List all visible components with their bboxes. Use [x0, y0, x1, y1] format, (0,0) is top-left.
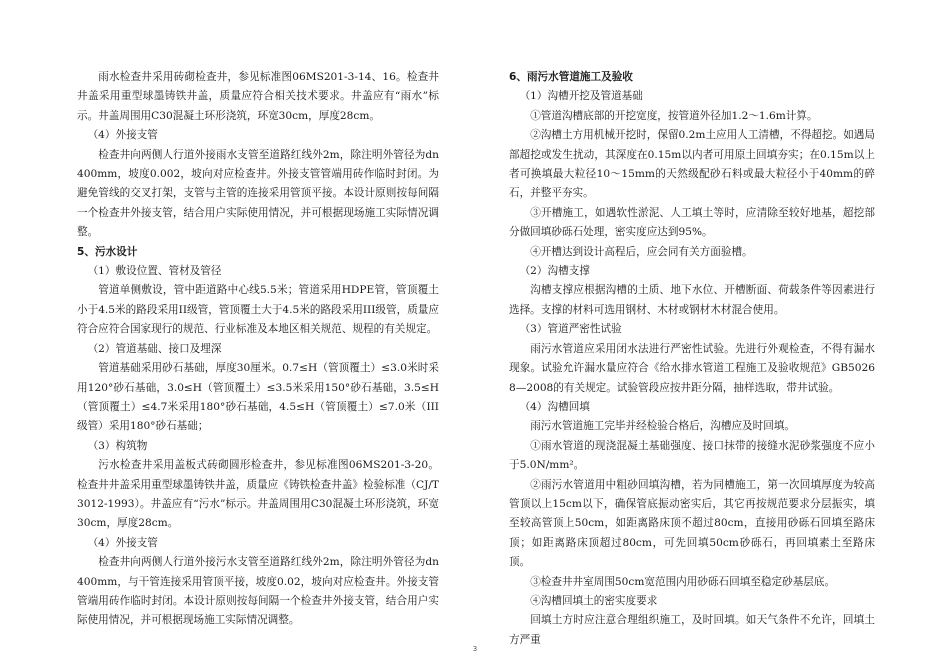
- paragraph: 管道基础采用砂石基础，厚度30厘米。0.7≤H（管顶覆土）≤3.0米时采用120°砂石基础，3.0≤H（管顶覆土）≤3.5米采用150°砂石基础，3.5≤H（管顶覆土）≤4.7米采用180°砂石基础，4.5≤H（管顶覆土）≤7.0米（III级管）采用180°砂石基础；: [77, 362, 439, 433]
- subsection-heading: （1）敷设位置、管材及管径: [87, 265, 222, 278]
- right-column: [509, 68, 875, 650]
- subsection-heading: （3）管道严密性试验: [519, 323, 622, 336]
- paragraph: ①雨水管道的现浇混凝土基础强度、接口抹带的接缝水泥砂浆强度不应小于5.0N/mm²。: [509, 439, 875, 472]
- paragraph: ①管道沟槽底部的开挖宽度，按管道外径加1.2～1.6m计算。: [530, 109, 818, 122]
- page-number: 3: [472, 645, 478, 653]
- paragraph: ④沟槽回填土的密实度要求: [530, 594, 658, 607]
- section-heading: 6、雨污水管道施工及验收: [509, 71, 633, 83]
- paragraph: 检查井向两侧人行道外接雨水支管至道路红线外2m，除注明外管径为dn400mm，坡度0.002，坡向对应检查井。外接支管管端用砖作临时封闭。为避免管线的交叉打架，支管与主管的连接采用管顶平接。本设计原则按每间隔一个检查井外接支管，结合用户实际使用情况，并可根据现场施工实际情况调整。: [77, 148, 439, 239]
- subsection-heading: （2）管道基础、接口及埋深: [87, 342, 222, 355]
- subsection-heading: （4）外接支管: [87, 129, 158, 142]
- subsection-heading: （4）沟槽回填: [519, 400, 590, 413]
- paragraph: 雨污水管道施工完毕并经检验合格后，沟槽应及时回填。: [530, 420, 796, 433]
- subsection-heading: （2）沟槽支撑: [519, 265, 590, 278]
- paragraph: 沟槽支撑应根据沟槽的土质、地下水位、开槽断面、荷载条件等因素进行选择。支撑的材料可选用钢材、木材或钢材木材混合使用。: [509, 284, 875, 316]
- section-heading: 5、污水设计: [77, 245, 138, 258]
- subsection-heading: （4）外接支管: [87, 536, 158, 549]
- paragraph: 雨水检查井采用砖砌检查井，参见标准图06MS201-3-14、16。检查井井盖采用重型球墨铸铁井盖，质量应符合相关技术要求。井盖应有“雨水”标示。井盖周围用C30混凝土环形浇筑，环宽30cm，厚度28cm。: [77, 71, 439, 122]
- paragraph: 污水检查井采用盖板式砖砌圆形检查井，参见标准图06MS201-3-20。检查井井盖采用重型球墨铸铁井盖，质量应《铸铁检查井盖》检验标准（CJ/T3012-1993）。井盖应有“污水”标示。井盖周围用C30混凝土环形浇筑，环宽30cm，厚度28cm。: [77, 459, 439, 530]
- subsection-heading: （3）构筑物: [87, 439, 148, 452]
- left-column: [77, 68, 439, 631]
- paragraph: ③检查井井室周围50cm宽范围内用砂砾石回填至稳定砂基层底。: [530, 575, 836, 588]
- paragraph: ②雨污水管道用中粗砂回填沟槽，若为同槽施工，第一次回填厚度为较高管顶以上15cm以下，确保管底振动密实后，其它再按规范要求分层振实，填至较高管顶上50cm，如距离路床顶不超过80cm，直接用砂砾石回填至路床顶；如距离路床顶超过80cm，可先回填50cm砂砾石，再回填素土至路床顶。: [509, 478, 875, 569]
- paragraph: 回填土方时应注意合理组织施工，及时回填。如天气条件不允许，回填土方严重: [509, 614, 875, 646]
- paragraph: 检查井向两侧人行道外接污水支管至道路红线外2m，除注明外管径为dn400mm，与干管连接采用管顶平接，坡度0.02，坡向对应检查井。外接支管管端用砖作临时封闭。本设计原则按每间隔一个检查井外接支管，结合用户实际使用情况，并可根据现场施工实际情况调整。: [77, 556, 439, 627]
- subsection-heading: （1）沟槽开挖及管道基础: [519, 90, 643, 103]
- paragraph: 雨污水管道应采用闭水法进行严密性试验。先进行外观检查，不得有漏水现象。试验允许漏水量应符合《给水排水管道工程施工及验收规范》GB50268—2008的有关规定。试验管段应按井距分隔，抽样选取，带井试验。: [509, 342, 875, 394]
- paragraph: 管道单侧敷设，管中距道路中心线5.5米；管道采用HDPE管，管顶覆土小于4.5米的路段采用II级管，管顶覆土大于4.5米的路段采用III级管，质量应符合应符合国家现行的规范、行业标准及本地区相关规范、规程的有关规定。: [77, 284, 439, 336]
- paragraph: ④开槽达到设计高程后，应会同有关方面验槽。: [530, 245, 753, 258]
- paragraph: ③开槽施工，如遇软性淤泥、人工填土等时，应清除至较好地基，超挖部分做回填砂砾石处理，密实度应达到95%。: [509, 206, 875, 239]
- paragraph: ②沟槽土方用机械开挖时，保留0.2m土应用人工清槽，不得超挖。如遇局部超挖或发生扰动，其深度在0.15m以内者可用原土回填夯实；在0.15m以上者可换填最大粒径10～15mm的天然级配砂石料或最大粒径小于40mm的碎石，并整平夯实。: [509, 129, 875, 200]
